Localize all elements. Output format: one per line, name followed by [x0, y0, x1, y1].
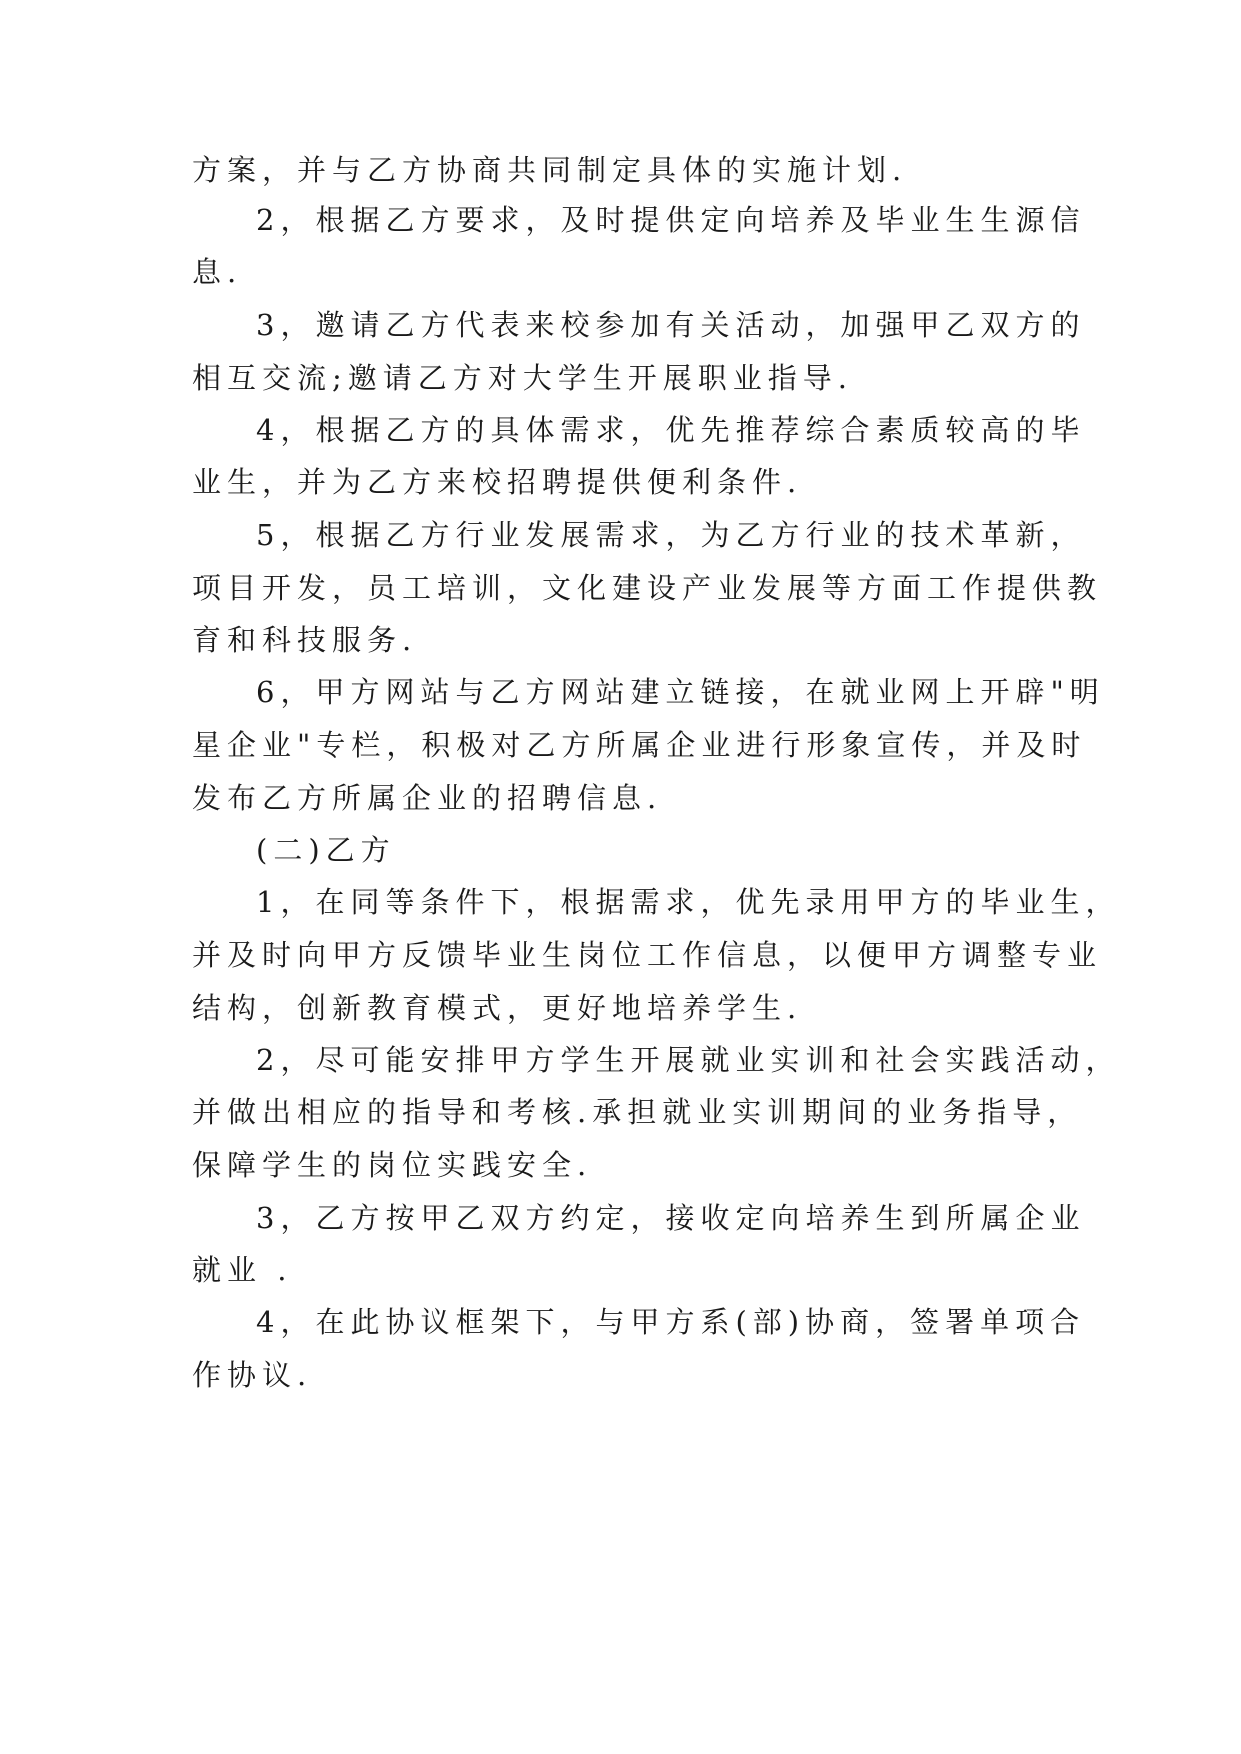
text-line: 业生，并为乙方来校招聘提供便利条件.	[192, 465, 803, 499]
text-line: 结构，创新教育模式，更好地培养学生.	[192, 991, 803, 1025]
text-line: 5，根据乙方行业发展需求，为乙方行业的技术革新，	[256, 518, 1086, 552]
text-line: 4，根据乙方的具体需求，优先推荐综合素质较高的毕	[256, 413, 1086, 447]
text-line: 方案，并与乙方协商共同制定具体的实施计划.	[192, 153, 908, 187]
text-line: 3，乙方按甲乙双方约定，接收定向培养生到所属企业	[256, 1201, 1086, 1235]
text-line: 项目开发，员工培训，文化建设产业发展等方面工作提供教	[192, 571, 1103, 605]
text-line: 3，邀请乙方代表来校参加有关活动，加强甲乙双方的	[256, 308, 1086, 342]
section-heading: (二)乙方	[256, 833, 396, 867]
text-line: 星企业"专栏，积极对乙方所属企业进行形象宣传，并及时	[192, 728, 1087, 762]
text-line: 保障学生的岗位实践安全.	[192, 1148, 593, 1182]
text-line: 2，根据乙方要求，及时提供定向培养及毕业生生源信	[256, 203, 1086, 237]
text-line: 1，在同等条件下，根据需求，优先录用甲方的毕业生，	[256, 885, 1121, 919]
text-line: 相互交流;邀请乙方对大学生开展职业指导.	[192, 361, 853, 395]
text-line: 发布乙方所属企业的招聘信息.	[192, 781, 663, 815]
text-line: 4，在此协议框架下，与甲方系(部)协商，签署单项合	[256, 1305, 1086, 1339]
text-line: 育和科技服务.	[192, 623, 418, 657]
text-line: 就业 .	[192, 1253, 293, 1287]
text-line: 并做出相应的指导和考核.承担就业实训期间的业务指导，	[192, 1095, 1083, 1129]
text-line: 2，尽可能安排甲方学生开展就业实训和社会实践活动，	[256, 1043, 1121, 1077]
text-line: 息.	[192, 255, 243, 289]
text-line: 并及时向甲方反馈毕业生岗位工作信息，以便甲方调整专业	[192, 938, 1103, 972]
text-line: 作协议.	[192, 1358, 313, 1392]
text-line: 6，甲方网站与乙方网站建立链接，在就业网上开辟"明	[256, 675, 1105, 709]
